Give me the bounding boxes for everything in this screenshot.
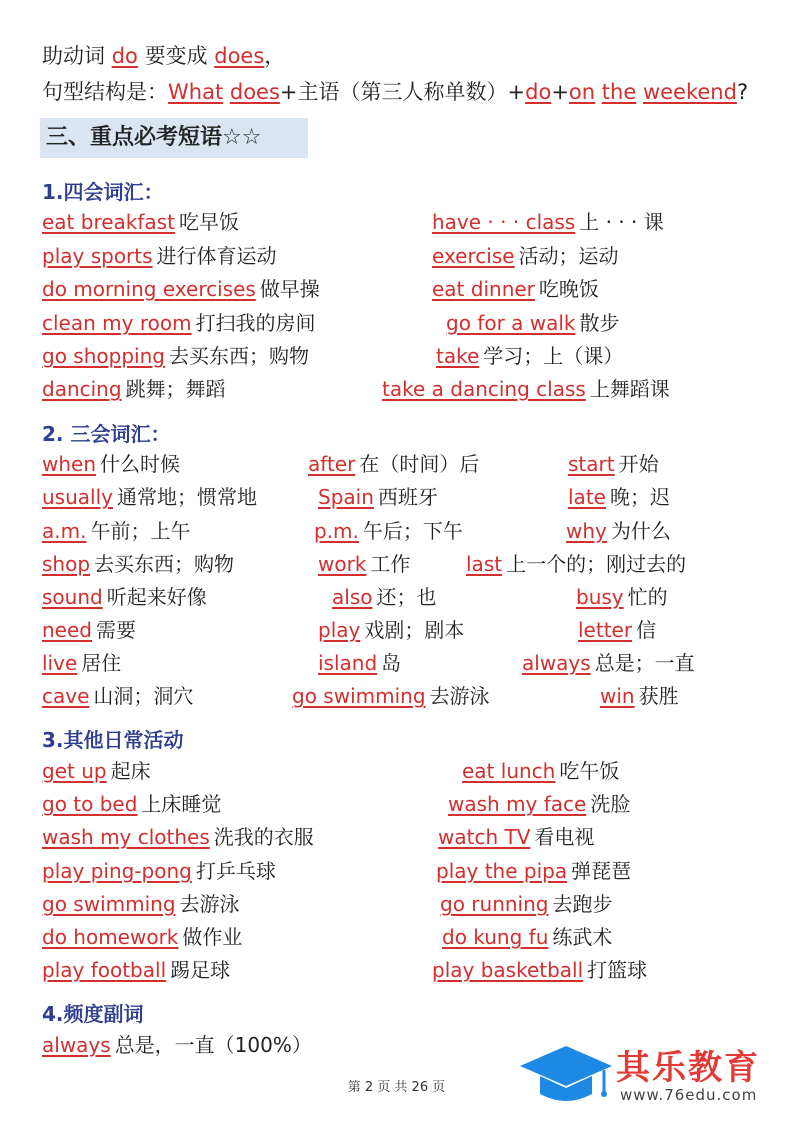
phrase-item: wash my face 洗脸	[448, 792, 631, 816]
phrase-item: play ping-pong 打乒乓球	[42, 859, 276, 883]
section-3-title: 3.其他日常活动	[42, 728, 184, 752]
phrase-item: letter 信	[578, 618, 657, 642]
phrase-item: wash my clothes 洗我的衣服	[42, 825, 314, 849]
phrase-item: need 需要	[42, 618, 136, 642]
section-1-title: 1.四会词汇：	[42, 180, 164, 204]
phrase-item: usually 通常地；惯常地	[42, 485, 257, 509]
phrase-item: do kung fu 练武术	[442, 925, 613, 949]
section-title: 三、重点必考短语☆☆	[40, 118, 308, 158]
phrase-item: dancing 跳舞；舞蹈	[42, 377, 226, 401]
phrase-item: get up 起床	[42, 759, 151, 783]
phrase-item: play football 踢足球	[42, 958, 231, 982]
phrase-item: have · · · class 上 · · · 课	[432, 210, 664, 234]
brand-logo	[516, 1040, 786, 1110]
phrase-item: cave 山洞；洞穴	[42, 684, 194, 708]
phrase-item: go swimming 去游泳	[292, 684, 490, 708]
phrase-item: live 居住	[42, 651, 122, 675]
phrase-item: work 工作	[318, 552, 411, 576]
phrase-item: when 什么时候	[42, 452, 181, 476]
phrase-item: go running 去跑步	[440, 892, 613, 916]
phrase-item: eat lunch 吃午饭	[462, 759, 620, 783]
section-4-title: 4.频度副词	[42, 1002, 144, 1026]
phrase-item: go to bed 上床睡觉	[42, 792, 222, 816]
phrase-item: do morning exercises 做早操	[42, 277, 320, 301]
phrase-item: exercise 活动；运动	[432, 244, 619, 268]
phrase-item: p.m. 午后；下午	[314, 519, 463, 543]
phrase-item: eat breakfast 吃早饭	[42, 210, 239, 234]
phrase-item: always 总是；一直	[522, 651, 695, 675]
phrase-item: go swimming 去游泳	[42, 892, 240, 916]
phrase-item: island 岛	[318, 651, 402, 675]
phrase-item: Spain 西班牙	[318, 485, 438, 509]
phrase-item: a.m. 午前；上午	[42, 519, 191, 543]
brand-name: 其乐教育	[616, 1048, 760, 1088]
phrase-item: always 总是，一直（100%）	[42, 1033, 312, 1057]
phrase-item: last 上一个的；刚过去的	[466, 552, 687, 576]
phrase-item: late 晚；迟	[568, 485, 670, 509]
phrase-item: go for a walk 散步	[446, 311, 620, 335]
phrase-item: eat dinner 吃晚饭	[432, 277, 599, 301]
graduation-cap-icon	[516, 1040, 616, 1110]
phrase-item: sound 听起来好像	[42, 585, 207, 609]
phrase-item: take a dancing class 上舞蹈课	[382, 377, 670, 401]
phrase-item: go shopping 去买东西；购物	[42, 344, 309, 368]
phrase-item: clean my room 打扫我的房间	[42, 311, 316, 335]
page-number: 第 2 页 共 26 页	[347, 1080, 446, 1095]
phrase-item: play the pipa 弹琵琶	[436, 859, 632, 883]
section-2-title: 2. 三会词汇：	[42, 422, 171, 446]
phrase-item: start 开始	[568, 452, 659, 476]
phrase-item: busy 忙的	[576, 585, 668, 609]
phrase-item: play 戏剧；剧本	[318, 618, 465, 642]
phrase-item: play basketball 打篮球	[432, 958, 648, 982]
phrase-item: win 获胜	[600, 684, 679, 708]
phrase-item: after 在（时间）后	[308, 452, 480, 476]
phrase-item: why 为什么	[566, 519, 671, 543]
phrase-item: take 学习；上（课）	[436, 344, 624, 368]
phrase-item: do homework 做作业	[42, 925, 243, 949]
phrase-item: shop 去买东西；购物	[42, 552, 235, 576]
intro-line-1: 助动词 do 要变成 does，	[42, 44, 286, 68]
phrase-item: also 还；也	[332, 585, 437, 609]
brand-url: www.76edu.com	[620, 1086, 758, 1104]
phrase-item: watch TV 看电视	[438, 825, 595, 849]
intro-line-2: 句型结构是：What does+主语（第三人称单数）+do+on the weekend?	[42, 80, 749, 104]
phrase-item: play sports 进行体育运动	[42, 244, 277, 268]
